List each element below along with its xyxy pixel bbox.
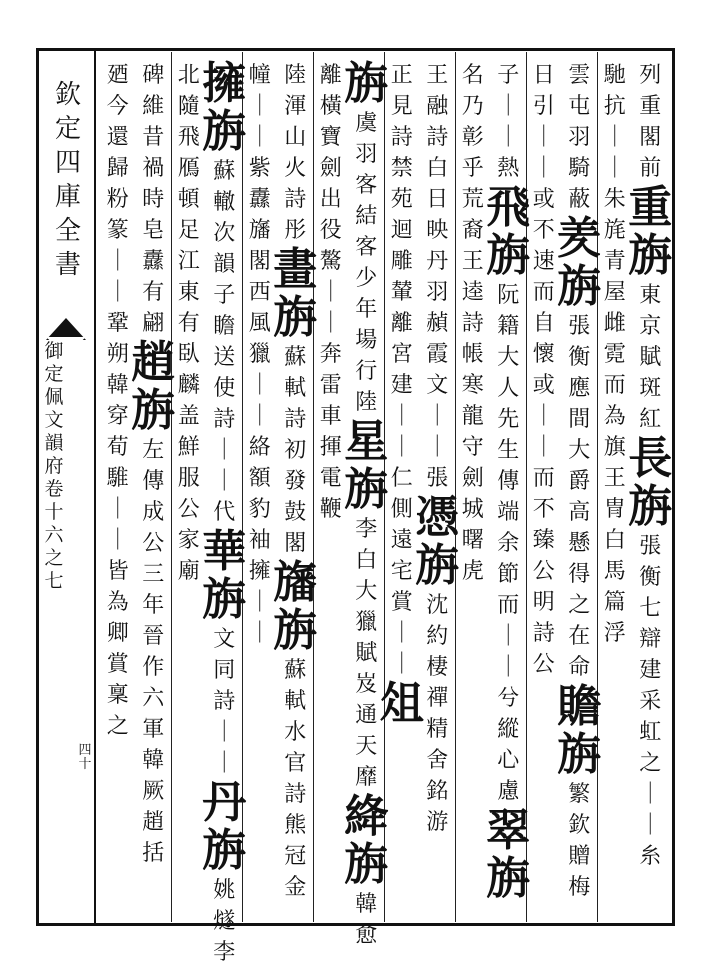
commentary-text: 碑維昔禍時皂纛有翩 xyxy=(142,63,165,336)
commentary-text: 盖鮮服 xyxy=(177,404,200,491)
commentary-text: 北隨飛鴈頓足江東有臥麟 xyxy=(177,63,200,398)
headword: 旃 xyxy=(344,58,389,109)
commentary-text: 或不速而自懷或｜｜而不臻 xyxy=(532,187,555,553)
headword: 擁旃 xyxy=(202,58,247,157)
book-title: 欽定四庫全書 xyxy=(54,80,81,280)
commentary-text: 正見詩禁苑迴雕輦離宮建｜｜ xyxy=(390,63,413,460)
commentary-text: 馳抗｜｜ xyxy=(603,63,626,181)
commentary-text: 沈約棲禪精舍銘游 xyxy=(426,593,449,835)
commentary-text: 陸渾山火詩彤 xyxy=(284,63,307,243)
headword: 飛旃 xyxy=(486,182,531,281)
commentary-text: 雌霓而為旗王冑白馬篇浮 xyxy=(603,311,626,646)
commentary-text: 阮籍大人先生傳端余節而｜｜兮縱心慮 xyxy=(497,283,520,804)
commentary-text: 李白大獵賦岌通天靡 xyxy=(355,517,378,790)
headword: 趙旃 xyxy=(131,337,176,436)
commentary-text: 公家廟 xyxy=(177,497,200,584)
commentary-text: 幢｜｜紫纛旛 xyxy=(248,63,271,243)
headword: 贍旃 xyxy=(557,681,602,780)
headword: 長旃 xyxy=(628,433,673,532)
commentary-text: 雲屯羽騎蔽 xyxy=(568,63,591,212)
commentary-text: 文同詩｜｜ xyxy=(213,627,236,776)
commentary-text: 東京賦斑紅 xyxy=(639,283,662,432)
headword: 重旃 xyxy=(628,182,673,281)
commentary-text: 絡額豹袖擁｜｜ xyxy=(248,435,271,646)
commentary-text: 鞏朔韓穿荀騅｜｜皆為卿賞稟之 xyxy=(106,311,129,739)
commentary-text: 張衡應間大爵高懸得之在命 xyxy=(568,314,591,680)
headword: 華旃 xyxy=(202,526,247,625)
commentary-text: 王融詩白日映丹羽赬霞文｜｜張 xyxy=(426,63,449,491)
headword: 翠旃 xyxy=(486,805,531,904)
commentary-text: 仁側遠宅賞｜｜ xyxy=(390,466,413,677)
commentary-text: 子｜｜熱 xyxy=(497,63,520,181)
commentary-text: 蘇軾詩初發鼓閣 xyxy=(284,345,307,556)
headword: 羑旃 xyxy=(557,213,602,312)
headword: 絳旃 xyxy=(344,791,389,890)
headword: 畫旃 xyxy=(273,244,318,343)
headword: 丹旃 xyxy=(202,777,247,876)
headword: 憑旃 xyxy=(415,492,460,591)
commentary-text: 朱旄青屋 xyxy=(603,187,626,305)
commentary-text: 蘇軾水官詩熊冠金 xyxy=(284,658,307,900)
commentary-text: 列重閣前 xyxy=(639,63,662,181)
commentary-text: 離橫寶劍出役驁｜｜ xyxy=(319,63,342,336)
commentary-text: 張衡七辯建采虹之｜｜糸 xyxy=(639,534,662,869)
page-number: 四十 xyxy=(78,743,92,772)
headword: 俎 xyxy=(379,678,424,729)
commentary-text: 閣西風獵｜｜ xyxy=(248,249,271,429)
commentary-text: 繁欽贈梅 xyxy=(568,782,591,900)
commentary-text: 姚燧李 xyxy=(213,878,236,965)
volume-title: 御定佩文韻府卷十六之七 xyxy=(44,340,64,592)
commentary-text: 左傳成公三年晉作六軍韓厥趙括 xyxy=(142,438,165,866)
commentary-text: 名乃彰 xyxy=(461,63,484,150)
commentary-text: 日引｜｜ xyxy=(532,63,555,181)
commentary-text: 蘇轍次韻子瞻送使詩｜｜代 xyxy=(213,159,236,525)
commentary-text: 乎荒裔王逵詩帳寒龍守劍城曙虎 xyxy=(461,156,484,584)
commentary-text: 廼今還歸粉篆｜｜ xyxy=(106,63,129,305)
headword: 旛旃 xyxy=(273,557,318,656)
commentary-text: 韓愈 xyxy=(355,892,378,948)
commentary-text: 公明詩公 xyxy=(532,559,555,677)
commentary-text: 奔雷車揮電鞭 xyxy=(319,342,342,522)
headword: 星旃 xyxy=(344,416,389,515)
text-column xyxy=(94,60,142,920)
commentary-text: 虞羽客結客少年場行陸 xyxy=(355,111,378,415)
